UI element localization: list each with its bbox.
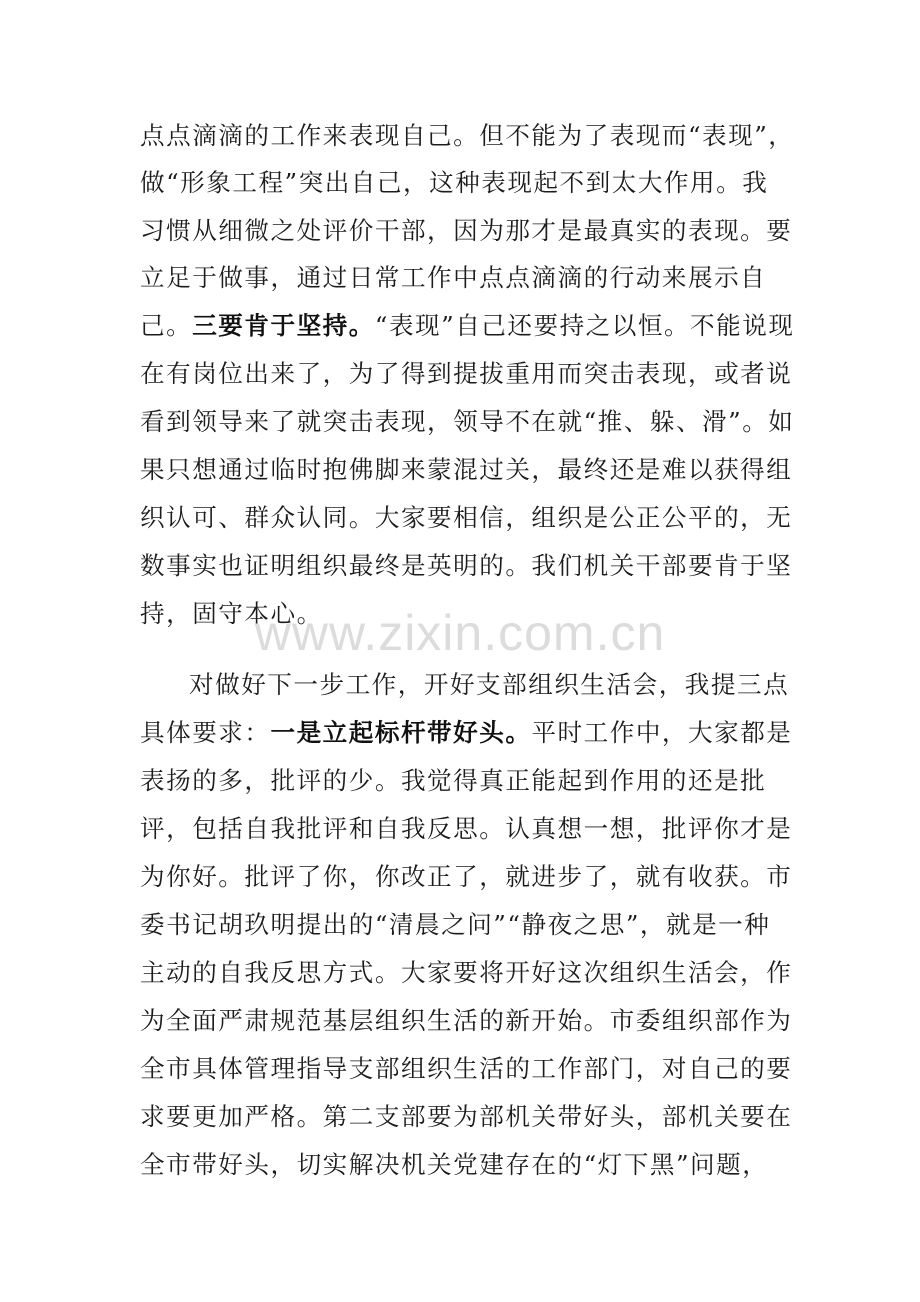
text-line: 习惯从细微之处评价干部，因为那才是最真实的表现。要 xyxy=(140,216,793,245)
text-run: 己。 xyxy=(140,311,193,340)
watermark: www.zixin.com.cn xyxy=(254,605,666,661)
text-line: 点点滴滴的工作来表现自己。但不能为了表现而“表现”， xyxy=(140,121,795,150)
text-line: 织认可、群众认同。大家要相信，组织是公正公平的，无 xyxy=(140,503,793,532)
text-line: 全市具体管理指导支部组织生活的工作部门，对自己的要 xyxy=(140,1054,793,1083)
text-line: 全市带好头，切实解决机关党建存在的“灯下黑”问题， xyxy=(140,1150,769,1179)
text-line xyxy=(140,709,793,757)
text-run: 平时工作中，大家都是 xyxy=(531,718,793,747)
text-line: 做“形象工程”突出自己，这种表现起不到太大作用。我 xyxy=(140,168,769,197)
text-line: 对做好下一步工作，开好支部组织生活会，我提三点 xyxy=(189,670,790,699)
text-line: 立足于做事，通过日常工作中点点滴滴的行动来展示自 xyxy=(140,263,767,292)
bold-heading: 三要肯于坚持。 xyxy=(192,311,375,340)
bold-heading: 一是立起标杆带好头。 xyxy=(270,718,532,747)
text-line: 委书记胡玖明提出的“清晨之问”“静夜之思”，就是一种 xyxy=(140,910,771,939)
text-line: 持，固守本心。 xyxy=(140,599,323,628)
text-line: 果只想通过临时抱佛脚来蒙混过关，最终还是难以获得组 xyxy=(140,455,793,484)
text-line: 求要更加严格。第二支部要为部机关带好头，部机关要在 xyxy=(140,1102,793,1131)
text-line: 数事实也证明组织最终是英明的。我们机关干部要肯于坚 xyxy=(140,551,793,580)
text-line: 为全面严肃规范基层组织生活的新开始。市委组织部作为 xyxy=(140,1006,793,1035)
text-line: 主动的自我反思方式。大家要将开好这次组织生活会，作 xyxy=(140,958,793,987)
text-line xyxy=(140,302,795,350)
text-line: 在有岗位出来了，为了得到提拔重用而突击表现，或者说 xyxy=(140,359,793,388)
text-line: 看到领导来了就突击表现，领导不在就“推、躲、滑”。如 xyxy=(140,407,795,436)
text-run: 具体要求： xyxy=(140,718,271,747)
text-line: 为你好。批评了你，你改正了，就进步了，就有收获。市 xyxy=(140,862,793,891)
text-run: “表现”自己还要持之以恒。不能说现 xyxy=(374,311,795,340)
text-line: 评，包括自我批评和自我反思。认真想一想，批评你才是 xyxy=(140,814,793,843)
text-line: 表扬的多，批评的少。我觉得真正能起到作用的还是批 xyxy=(140,766,767,795)
